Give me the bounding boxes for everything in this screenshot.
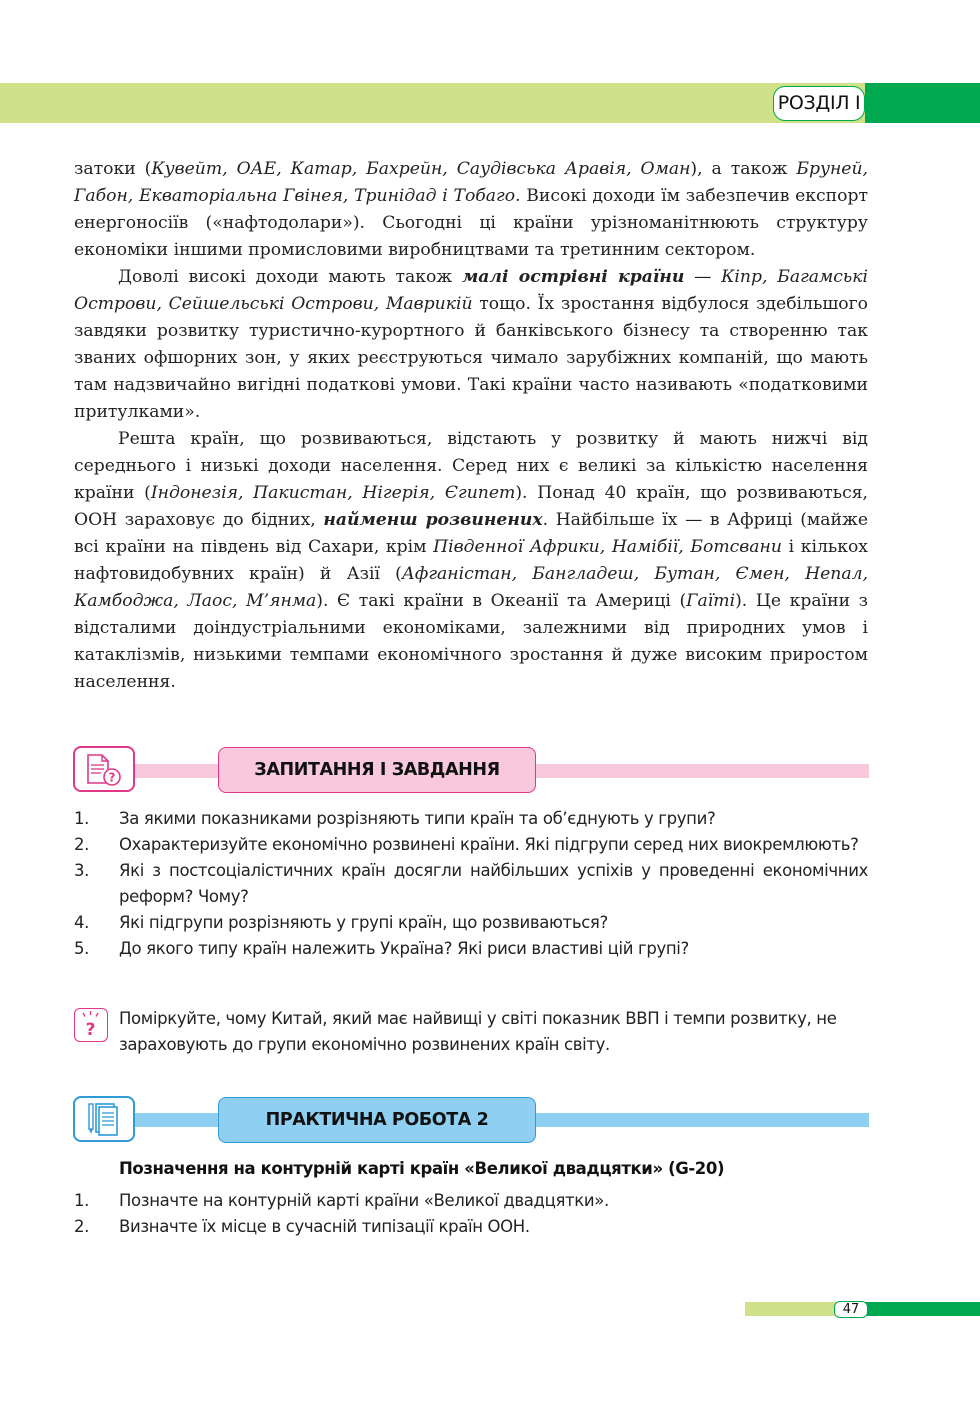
text-run: ). Понад 40 країн, що розвиваються, ООН зараховує до бідних,: [74, 483, 868, 530]
header-band-accent: [865, 83, 980, 123]
text-run: Доволі високі доходи мають також: [118, 267, 462, 287]
italic-term: Афганістан, Бангладеш, Бутан, Ємен, Непал, Камбоджа, Лаос, М’янма: [74, 564, 868, 611]
italic-term: Гаїті: [686, 591, 736, 611]
list-item: [74, 832, 868, 858]
text-run: ), а також: [690, 159, 797, 179]
emphasis-term: малі острівні країни: [461, 267, 685, 287]
italic-term: Кіпр, Багамські Острови, Сейшельські Острови, Маврикій: [74, 267, 868, 314]
footer-band-accent: [865, 1302, 980, 1316]
text-run: —: [684, 267, 722, 287]
list-item: [74, 1214, 868, 1240]
practical-subtitle: Позначення на контурній карті країн «Великої двадцятки» (G-20): [119, 1159, 725, 1178]
text-run: . Найбільше їх — в Африці (майже всі країни на південь від Сахари, крім: [74, 510, 868, 557]
practical-title: ПРАКТИЧНА РОБОТА 2: [218, 1097, 536, 1143]
text-run: затоки (: [74, 159, 152, 179]
think-task-text: Поміркуйте, чому Китай, який має найвищі у світі показник ВВП і темпи розвитку, не зараховують до групи економічно розвинених країн світу.: [119, 1009, 837, 1054]
body-text: [74, 156, 868, 696]
list-item: [74, 910, 868, 936]
item-text: За якими показниками розрізняють типи країн та об’єднують у групи?: [119, 809, 716, 828]
italic-term: Бруней, Габон, Екваторіальна Гвінея, Тринідад і Тобаго: [74, 159, 868, 206]
text-run: ). Є такі країни в Океанії та Америці (: [316, 591, 687, 611]
think-question-icon: [74, 1008, 108, 1042]
section-label: РОЗДІЛ І: [773, 86, 865, 121]
item-text: До якого типу країн належить Україна? Які риси властиві цій групі?: [119, 939, 689, 958]
item-text: Охарактеризуйте економічно розвинені країни. Які підгрупи серед них виокремлюють?: [119, 835, 859, 854]
text-run: тощо. Їх зростання відбулося здебільшого завдяки розвитку туристично-курортного й банківського бізнесу та створенню так званих офшорних зон, у яких реєструються чимало зарубіжних компаній, що мають там надзвичайно вигідні податкові умови. Такі країни часто називають «податковими притулками».: [74, 294, 868, 422]
italic-term: Індонезія, Пакистан, Нігерія, Єгипет: [150, 483, 516, 503]
paragraph-3: [74, 426, 868, 696]
list-item: [74, 1188, 868, 1214]
list-item: [74, 806, 868, 832]
italic-term: Південної Африки, Намібії, Ботсвани: [433, 537, 782, 557]
item-number: 5.: [74, 939, 90, 958]
item-text: Визначте їх місце в сучасній типізації країн ООН.: [119, 1217, 530, 1236]
practical-list: [74, 1188, 868, 1240]
item-text: Які з постсоціалістичних країн досягли найбільших успіхів у проведенні економічних реформ? Чому?: [119, 861, 868, 906]
svg-text:?: ?: [85, 1020, 96, 1040]
italic-term: Кувейт, ОАЕ, Катар, Бахрейн, Саудівська Аравія, Оман: [151, 159, 691, 179]
questions-title: ЗАПИТАННЯ І ЗАВДАННЯ: [218, 747, 536, 793]
emphasis-term: найменш розвинених: [323, 510, 543, 530]
questions-list: [74, 806, 868, 962]
list-item: [74, 858, 868, 910]
item-number: 3.: [74, 861, 90, 880]
notebook-pencil-icon: [73, 1096, 135, 1142]
item-text: Які підгрупи розрізняють у групі країн, що розвиваються?: [119, 913, 608, 932]
list-item: [74, 936, 868, 962]
text-run: і кількох нафтовидобувних країн) й Азії (: [74, 537, 869, 584]
footer-band: [745, 1302, 840, 1316]
text-run: . Високі доходи їм забезпечив експорт енергоносіїв («нафтодолари»). Сьогодні ці країни урізноманітнюють структуру економіки іншими промисловими виробництвами та третинним сектором.: [74, 186, 868, 260]
item-number: 1.: [74, 809, 90, 828]
paragraph-1: [74, 156, 868, 264]
item-number: 1.: [74, 1191, 90, 1210]
text-run: Решта країн, що розвиваються, відстають у розвитку й мають нижчі від середнього і низькі доходи населення. Серед них є великі за кількістю населення країни (: [74, 429, 868, 503]
item-number: 2.: [74, 835, 90, 854]
item-number: 4.: [74, 913, 90, 932]
svg-text:?: ?: [108, 770, 116, 785]
header-band: [0, 83, 870, 123]
paragraph-2: [74, 264, 868, 426]
item-text: Позначте на контурній карті країни «Великої двадцятки».: [119, 1191, 609, 1210]
questions-document-icon: [73, 746, 135, 792]
item-number: 2.: [74, 1217, 90, 1236]
text-run: ). Це країни з відсталими доіндустріальними економіками, залежними від природних умов і катаклізмів, низькими темпами економічного зростання й дуже високим приростом населення.: [74, 591, 868, 692]
page-number: 47: [834, 1301, 868, 1318]
